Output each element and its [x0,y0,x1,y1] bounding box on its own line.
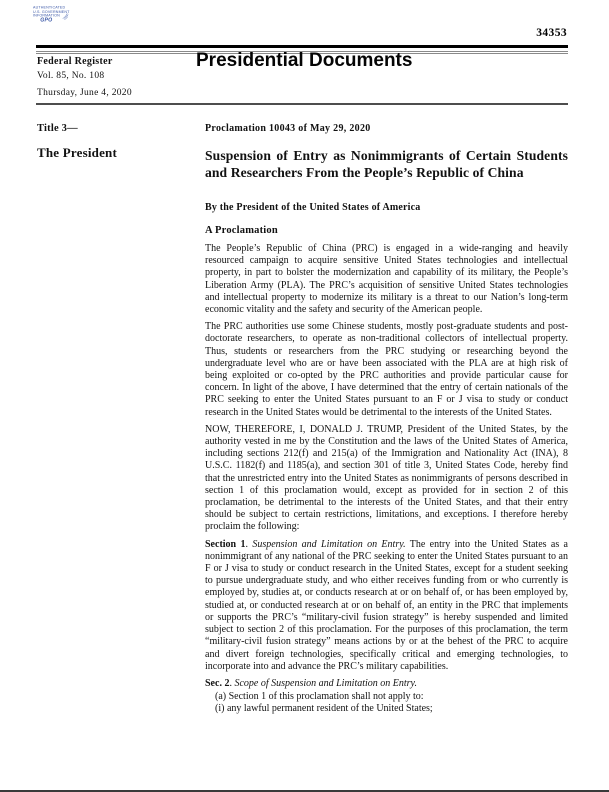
content-area [37,123,568,715]
proclamation-title: Suspension of Entry as Nonimmigrants of Certain Students and Researchers From the People’s Republic of China [205,148,568,180]
proclamation-column [205,123,568,715]
issue-date: Thursday, June 4, 2020 [37,88,132,98]
body-paragraph: The PRC authorities use some Chinese students, mostly post-graduate students and post-doctorate researchers, to operate as non-traditional collectors of intellectual property. Thus, students or researchers from the PRC studying or researching beyond the undergraduate level who are or have been associated with the PLA are at high risk of being exploited or co-opted by the PRC authorities and provide particular cause for concern. In light of the above, I have determined that the entry of certain nationals of the PRC seeking to enter the United States pursuant to an F or J visa to study or conduct research in the United States would be detrimental to the interests of the United States. [205,321,568,418]
page-number: 34353 [536,27,567,39]
body-paragraph: (i) any lawful permanent resident of the United States; [215,702,433,714]
volume-number: Vol. 85, No. 108 [37,71,105,81]
publication-name: Federal Register [37,56,113,67]
the-president-label: The President [37,145,117,160]
gpo-authentication-seal [33,6,103,42]
gpo-seal-line: U.S. GOVERNMENT [33,9,70,14]
body-paragraph: The People’s Republic of China (PRC) is engaged in a wide-ranging and heavily resourced campaign to acquire sensitive United States technologies and intellectual property, in part to bolster the modernization and capability of its military, the People’s Liberation Army (PLA). The PRC’s acquisition of sensitive United States technologies and intellectual property to modernize its military is a threat to our Nation’s long-term economic vitality and the safety and security of the American people. [205,243,568,316]
byline: By the President of the United States of America [205,202,421,213]
gpo-eagle-icon [61,4,69,29]
gpo-acronym-label: GPO [40,17,53,23]
proclamation-heading: A Proclamation [205,225,278,236]
title-column [37,123,205,715]
top-rule [36,45,568,48]
title-3-label: Title 3— [37,123,78,134]
body-text [205,243,568,715]
section-title: Presidential Documents [196,50,413,71]
body-paragraph: Section 1. Suspension and Limitation on Entry. The entry into the United States as a nonimmigrant of any national of the PRC seeking to enter the United States pursuant to an F or J visa to study or conduct research in the United States, except for a student seeking to pursue undergraduate study, and who either receives funding from or who currently is employed by, studies at, or conducts research at or on behalf of, or has been employed by, studied at, or conducted research at or on behalf of, an entity in the PRC that implements or supports the PRC’s “military-civil fusion strategy” is hereby suspended and limited subject to section 2 of this proclamation. For the purposes of this proclamation, the term “military-civil fusion strategy” means actions by or at the behest of the PRC to acquire and divert foreign technologies, specifically critical and emerging technologies, to incorporate into and advance the PRC’s military capabilities. [205,538,569,672]
gpo-seal-line: INFORMATION [33,13,60,18]
body-paragraph: Sec. 2. Scope of Suspension and Limitation on Entry. [205,677,417,689]
proclamation-number: Proclamation 10043 of May 29, 2020 [205,123,371,134]
header-rule [36,103,568,105]
gpo-seal-line: AUTHENTICATED [33,6,66,10]
body-paragraph: (a) Section 1 of this proclamation shall not apply to: [215,690,424,702]
masthead [37,56,132,98]
body-paragraph: NOW, THEREFORE, I, DONALD J. TRUMP, President of the United States, by the authority vested in me by the Constitution and the laws of the United States of America, including sections 212(f) and 215(a) of the Immigration and Nationality Act (INA), 8 U.S.C. 1182(f) and 1185(a), and section 301 of title 3, United States Code, hereby find that the unrestricted entry into the United States as nonimmigrants of persons described in section 1 of this proclamation would, except as provided for in section 2 of this proclamation, be detrimental to the interests of the United States, and that their entry should be subject to certain restrictions, limitations, and exceptions. I therefore hereby proclaim the following: [205,423,568,533]
